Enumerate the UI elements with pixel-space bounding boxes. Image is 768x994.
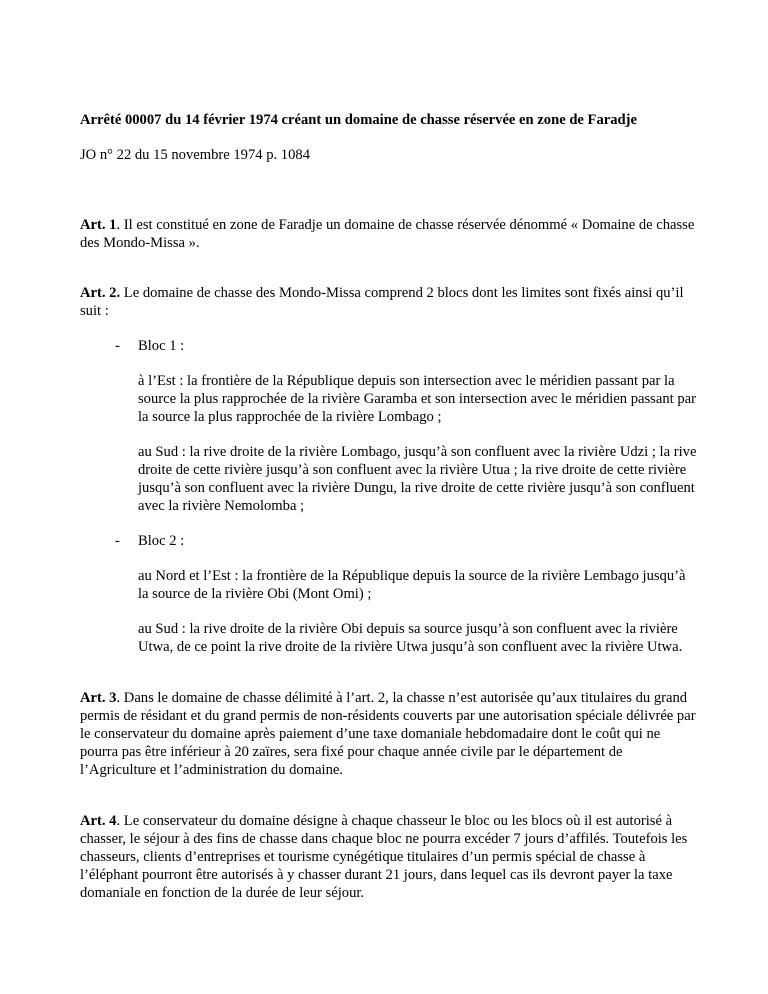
journal-reference: JO n° 22 du 15 novembre 1974 p. 1084 (80, 147, 310, 163)
bloc-1-clause-south: au Sud : la rive droite de la rivière Lombago, jusqu’à son confluent avec la rivière Udzi ; la rive droite de cette rivière jusqu’à son confluent avec la rivière Utua ; la rive droite de cette rivière jusqu’à son confluent avec la rivière Dungu, la rive droite de cette rivière jusqu’à son confluent avec la rivière Nemolomba ; (138, 444, 697, 514)
bloc-2-heading: Bloc 2 : (138, 533, 185, 549)
document-page (80, 111, 698, 902)
article-4 (80, 812, 698, 902)
article-2-text: Le domaine de chasse des Mondo-Missa comprend 2 blocs dont les limites sont fixés ainsi qu’il suit : (80, 285, 684, 319)
article-3-text: . Dans le domaine de chasse délimité à l’art. 2, la chasse n’est autorisée qu’aux titulaires du grand permis de résidant et du grand permis de non-résidents couverts par une autorisation spéciale délivrée par le conservateur du domaine après paiement d’une taxe domaniale hebdomadaire dont le coût qui ne pourra pas être inférieur à 20 zaïres, sera fixé pour chaque année civile par le département de l’Agriculture et l’administration du domaine. (80, 690, 696, 778)
bloc-1-clause-east: à l’Est : la frontière de la République depuis son intersection avec le méridien passant par la source la plus rapprochée de la rivière Garamba et son intersection avec le méridien passant par la source la plus rapprochée de la rivière Lombago ; (138, 373, 696, 425)
document-title: Arrêté 00007 du 14 février 1974 créant un domaine de chasse réservée en zone de Faradje (80, 112, 637, 128)
bloc-2-clause-north-east: au Nord et l’Est : la frontière de la République depuis la source de la rivière Lembago jusqu’à la source de la rivière Obi (Mont Omi) ; (138, 568, 686, 602)
article-4-label: Art. 4 (80, 813, 117, 829)
bloc-2-bullet: - (115, 533, 120, 549)
article-3-label: Art. 3 (80, 690, 117, 706)
bloc-1-body (138, 337, 698, 515)
article-1-text: . Il est constitué en zone de Faradje un domaine de chasse réservée dénommé « Domaine de chasse des Mondo-Missa ». (80, 217, 695, 251)
article-2-label: Art. 2. (80, 285, 121, 301)
bloc-2 (80, 532, 698, 656)
article-1 (80, 216, 698, 252)
article-1-label: Art. 1 (80, 217, 117, 233)
bloc-1-bullet: - (115, 338, 120, 354)
article-2 (80, 284, 698, 320)
bloc-2-body (138, 532, 698, 656)
article-3 (80, 689, 698, 779)
article-4-text: . Le conservateur du domaine désigne à chaque chasseur le bloc ou les blocs où il est autorisé à chasser, le séjour à des fins de chasse dans chaque bloc ne pourra excéder 7 jours d’affilés. Toutefois les chasseurs, clients d’entreprises et tourisme cynégétique titulaires d’un permis spécial de chasse à l’éléphant pourront être autorisés à y chasser durant 21 jours, dans lequel cas ils devront payer la taxe domaniale en fonction de la durée de leur séjour. (80, 813, 688, 901)
bloc-2-clause-south: au Sud : la rive droite de la rivière Obi depuis sa source jusqu’à son confluent avec la rivière Utwa, de ce point la rive droite de la rivière Utwa jusqu’à son confluent avec la rivière Utwa. (138, 621, 683, 655)
bloc-1-heading: Bloc 1 : (138, 338, 185, 354)
bloc-1 (80, 337, 698, 515)
